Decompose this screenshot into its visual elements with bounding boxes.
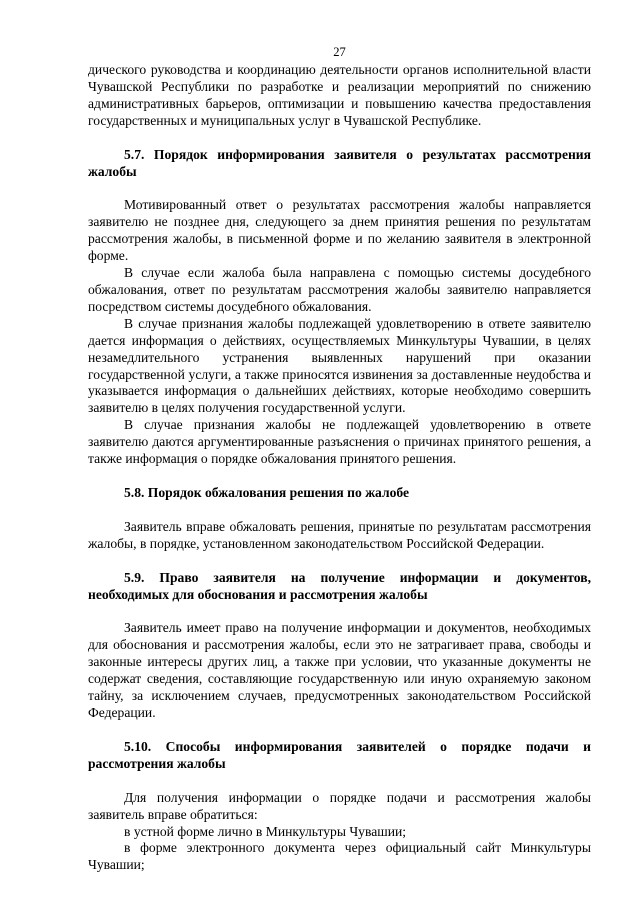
section-5-10-paragraph: Для получения информации о порядке подачи и рассмотрения жалобы заявитель вправе обратиться: [88,789,591,822]
section-heading-5-8: 5.8. Порядок обжалования решения по жалобе [124,484,410,500]
section-5-8-paragraph: Заявитель вправе обжаловать решения, принятые по результатам рассмотрения жалобы, в порядке, установленном законодательством Российской Федерации. [88,518,591,551]
section-heading-5-9: 5.9. Право заявителя на получение информации и документов, необходимых для обоснования и рассмотрения жалобы [88,569,591,602]
list-item: в устной форме лично в Минкультуры Чувашии; [124,823,407,839]
section-5-7-paragraph: В случае признания жалобы подлежащей удовлетворению в ответе заявителю дается информация о действиях, осуществляемых Минкультуры Чувашии, в целях незамедлительного устранения выявленных нарушений при оказании государственной услуги, а также приносятся извинения за доставленные неудобства и указывается информация о дальнейших действиях, которые необходимо совершить заявителю в целях получения государственной услуги. [88,315,591,416]
spacer [88,502,591,519]
spacer [88,180,591,197]
spacer [88,722,591,739]
spacer [88,603,591,620]
section-heading-5-10: 5.10. Способы информирования заявителей о порядке подачи и рассмотрения жалобы [88,738,591,771]
spacer [88,773,591,790]
intro-paragraph: дического руководства и координацию деятельности органов исполнительной власти Чувашской Республики по разработке и реализации мероприятий по снижению административных барьеров, оптимизации и повышению качества предоставления государственных и муниципальных услуг в Чувашской Республике. [88,62,591,128]
spacer [88,468,591,485]
section-5-7-paragraph: В случае если жалоба была направлена с помощью системы досудебного обжалования, ответ по результатам рассмотрения жалобы заявителю направляется посредством системы досудебного обжалования. [88,265,591,314]
spacer [88,553,591,570]
section-5-7-paragraph: Мотивированный ответ о результатах рассмотрения жалобы направляется заявителю не позднее дня, следующего за днем принятия решения по результатам рассмотрения жалобы, в письменной форме и по желанию заявителя в электронной форме. [88,197,591,264]
contact-methods-list [88,824,591,875]
spacer [88,130,591,147]
section-heading-5-7: 5.7. Порядок информирования заявителя о результатах рассмотрения жалобы [88,146,591,179]
page-number: 27 [333,45,346,59]
section-5-9-paragraph: Заявитель имеет право на получение информации и документов, необходимых для обоснования и рассмотрения жалобы, если это не затрагивает права, свободы и законные интересы других лиц, а также при условии, что указанные документы не содержат сведения, составляющие государственную или иную охраняемую законом тайну, за исключением случаев, предусмотренных законодательством Российской Федерации. [88,620,591,720]
section-5-7-paragraph: В случае признания жалобы не подлежащей удовлетворению в ответе заявителю даются аргументированные разъяснения о причинах принятого решения, а также информация о порядке обжалования принятого решения. [88,417,591,467]
list-item: в форме электронного документа через официальный сайт Минкультуры Чувашии; [88,840,591,873]
